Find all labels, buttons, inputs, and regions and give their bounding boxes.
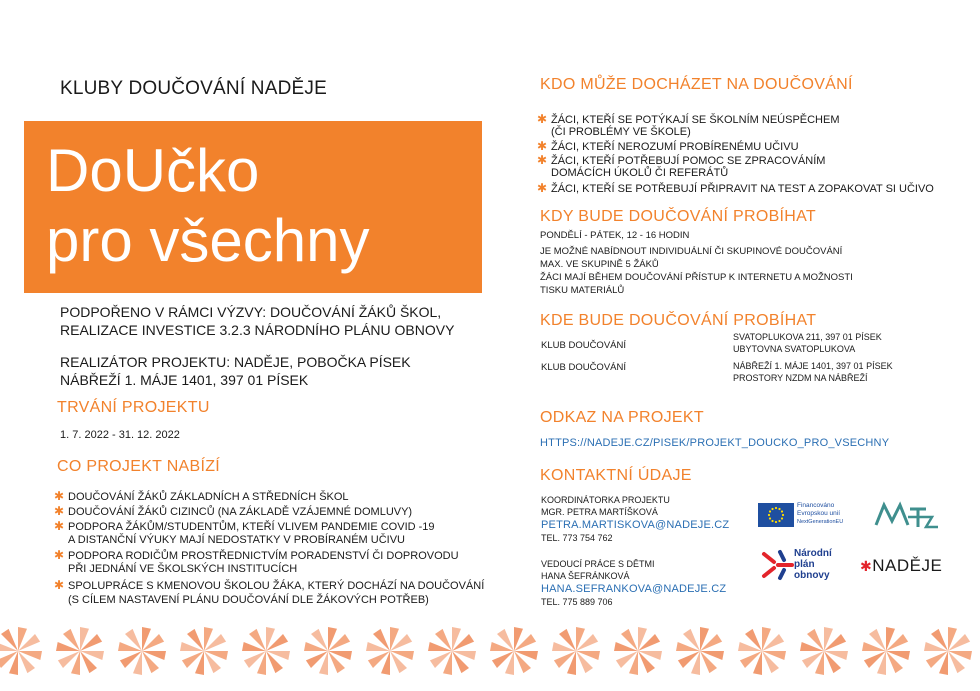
pinwheel-shape [738, 627, 786, 675]
list-item: A DISTANČNÍ VÝUKY MAJÍ NEDOSTATKY V PROBÍRANÉM UČIVU [68, 534, 405, 546]
list-item: ✱ DOUČOVÁNÍ ŽÁKŮ ZÁKLADNÍCH A STŘEDNÍCH ŠKOL [54, 489, 349, 503]
pinwheel-shape [924, 627, 972, 675]
list-item: ✱ ŽÁCI, KTEŘÍ SE POTŘEBUJÍ PŘIPRAVIT NA TEST A ZOPAKOVAT SI UČIVO [537, 181, 934, 195]
realizer-text [60, 353, 411, 389]
list-item: ✱ DOUČOVÁNÍ ŽÁKŮ CIZINCŮ (NA ZÁKLADĚ VZÁJEMNÉ DOMLUVY) [54, 504, 413, 518]
asterisk-icon: ✱ [537, 153, 548, 167]
contact-block [541, 558, 726, 608]
pinwheel-shape [490, 627, 538, 675]
contact-phone: TEL. 775 889 706 [541, 597, 613, 607]
eu-funding-logo [758, 500, 850, 530]
pinwheel-shape [304, 627, 352, 675]
list-item: ✱ PODPORA ŽÁKŮM/STUDENTŮM, KTEŘÍ VLIVEM PANDEMIE COVID -19 [54, 519, 435, 533]
eu-logo-text: Financováno [797, 502, 835, 509]
support-text [60, 303, 454, 339]
npo-logo-text: plán [794, 559, 815, 570]
where-address [733, 360, 893, 384]
eu-flag-icon [758, 503, 794, 527]
pinwheel-shape [552, 627, 600, 675]
realizer-line: REALIZÁTOR PROJEKTU: NADĚJE, POBOČKA PÍSEK [60, 354, 411, 370]
project-link[interactable]: HTTPS://NADEJE.CZ/PISEK/PROJEKT_DOUCKO_PRO_VSECHNY [540, 437, 890, 449]
contact-name: MGR. PETRA MARTÍŠKOVÁ [541, 507, 658, 517]
support-line: PODPOŘENO V RÁMCI VÝZVY: DOUČOVÁNÍ ŽÁKŮ ŠKOL, [60, 304, 442, 320]
hero-title-line2: pro všechny [46, 207, 370, 274]
asterisk-icon: ✱ [860, 558, 873, 574]
hero-banner [24, 121, 482, 293]
when-line: JE MOŽNÉ NABÍDNOUT INDIVIDUÁLNÍ ČI SKUPINOVÉ DOUČOVÁNÍ [540, 246, 843, 257]
pinwheel-shape [862, 627, 910, 675]
when-text [540, 229, 853, 297]
asterisk-icon: ✱ [54, 578, 65, 592]
list-item: (S CÍLEM NASTAVENÍ PLÁNU DOUČOVÁNÍ DLE ŽÁKOVÝCH POTŘEB) [68, 594, 429, 606]
decorative-pattern [0, 625, 980, 681]
address-line: PROSTORY NZDM NA NÁBŘEŽÍ [733, 373, 868, 383]
msmt-logo-icon [870, 495, 942, 535]
list-item: ✱ PODPORA RODIČŮM PROSTŘEDNICTVÍM PORADENSTVÍ ČI DOPROVODU [54, 548, 459, 562]
pinwheel-shape [180, 627, 228, 675]
contact-role: KOORDINÁTORKA PROJEKTU [541, 495, 670, 505]
eu-logo-text: Evropskou unií [797, 510, 840, 517]
duration-heading: TRVÁNÍ PROJEKTU [57, 399, 210, 416]
asterisk-icon: ✱ [537, 112, 548, 126]
list-item: ✱ SPOLUPRÁCE S KMENOVOU ŠKOLOU ŽÁKA, KTERÝ DOCHÁZÍ NA DOUČOVÁNÍ [54, 578, 485, 592]
npo-logo-text: obnovy [794, 570, 830, 581]
contact-role: VEDOUCÍ PRÁCE S DĚTMI [541, 559, 655, 569]
club-kicker: KLUBY DOUČOVÁNÍ NADĚJE [60, 78, 327, 99]
offer-heading: CO PROJEKT NABÍZÍ [57, 458, 221, 475]
where-address [733, 331, 882, 355]
contact-heading: KONTAKTNÍ ÚDAJE [540, 467, 692, 484]
where-heading: KDE BUDE DOUČOVÁNÍ PROBÍHAT [540, 312, 817, 329]
pinwheel-shape [428, 627, 476, 675]
asterisk-icon: ✱ [54, 519, 65, 533]
nadeje-logo-text: NADĚJE [872, 556, 943, 575]
list-item: PŘI JEDNÁNÍ VE ŠKOLSKÝCH INSTITUCÍCH [68, 563, 298, 575]
asterisk-icon: ✱ [54, 489, 65, 503]
npo-logo [758, 546, 850, 584]
hero-title-line1: DoUčko [46, 137, 260, 204]
when-line: ŽÁCI MAJÍ BĚHEM DOUČOVÁNÍ PŘÍSTUP K INTERNETU A MOŽNOSTI [540, 272, 853, 283]
list-item: DOMÁCÍCH ÚKOLŮ ČI REFERÁTŮ [551, 167, 729, 179]
support-line: REALIZACE INVESTICE 3.2.3 NÁRODNÍHO PLÁNU OBNOVY [60, 322, 455, 338]
address-line: SVATOPLUKOVA 211, 397 01 PÍSEK [733, 332, 882, 342]
pinwheel-shape [0, 627, 42, 675]
when-line: TISKU MATERIÁLŮ [540, 285, 625, 296]
list-item: ✱ ŽÁCI, KTEŘÍ SE POTÝKAJÍ SE ŠKOLNÍM NEÚSPĚCHEM [537, 112, 840, 126]
pinwheel-shape [614, 627, 662, 675]
asterisk-icon: ✱ [537, 139, 548, 153]
where-label: KLUB DOUČOVÁNÍ [541, 362, 626, 373]
pinwheel-shape [676, 627, 724, 675]
asterisk-icon: ✱ [54, 548, 65, 562]
eu-logo-text: NextGenerationEU [797, 519, 844, 525]
address-line: NÁBŘEŽÍ 1. MÁJE 1401, 397 01 PÍSEK [733, 361, 893, 371]
list-item: ✱ ŽÁCI, KTEŘÍ POTŘEBUJÍ POMOC SE ZPRACOVÁNÍM [537, 153, 826, 167]
contact-name: HANA ŠEFRÁNKOVÁ [541, 571, 630, 581]
link-heading: ODKAZ NA PROJEKT [540, 409, 704, 426]
contact-email-link[interactable]: HANA.SEFRANKOVA@NADEJE.CZ [541, 583, 727, 595]
where-label: KLUB DOUČOVÁNÍ [541, 340, 626, 351]
when-heading: KDY BUDE DOUČOVÁNÍ PROBÍHAT [540, 208, 816, 225]
when-line: MAX. VE SKUPINĚ 5 ŽÁKŮ [540, 259, 659, 270]
duration-value: 1. 7. 2022 - 31. 12. 2022 [60, 429, 180, 441]
contact-email-link[interactable]: PETRA.MARTISKOVA@NADEJE.CZ [541, 519, 730, 531]
realizer-line: NÁBŘEŽÍ 1. MÁJE 1401, 397 01 PÍSEK [60, 372, 309, 388]
pinwheel-shape [800, 627, 848, 675]
npo-star-icon [758, 546, 798, 584]
list-item: (ČI PROBLÉMY VE ŠKOLE) [551, 126, 691, 138]
asterisk-icon: ✱ [54, 504, 65, 518]
who-heading: KDO MŮŽE DOCHÁZET NA DOUČOVÁNÍ [540, 76, 853, 93]
contact-block [541, 494, 729, 544]
pinwheel-shape [56, 627, 104, 675]
when-line: PONDĚLÍ - PÁTEK, 12 - 16 HODIN [540, 230, 690, 241]
msmt-logo [870, 495, 942, 535]
pinwheel-shape [118, 627, 166, 675]
pinwheel-shape [242, 627, 290, 675]
nadeje-logo [860, 556, 942, 576]
address-line: UBYTOVNA SVATOPLUKOVA [733, 344, 856, 354]
list-item: ✱ ŽÁCI, KTEŘÍ NEROZUMÍ PROBÍRENÉMU UČIVU [537, 139, 799, 153]
contact-phone: TEL. 773 754 762 [541, 533, 613, 543]
pinwheel-shape [366, 627, 414, 675]
asterisk-icon: ✱ [537, 181, 548, 195]
npo-logo-text: Národní [794, 548, 832, 559]
